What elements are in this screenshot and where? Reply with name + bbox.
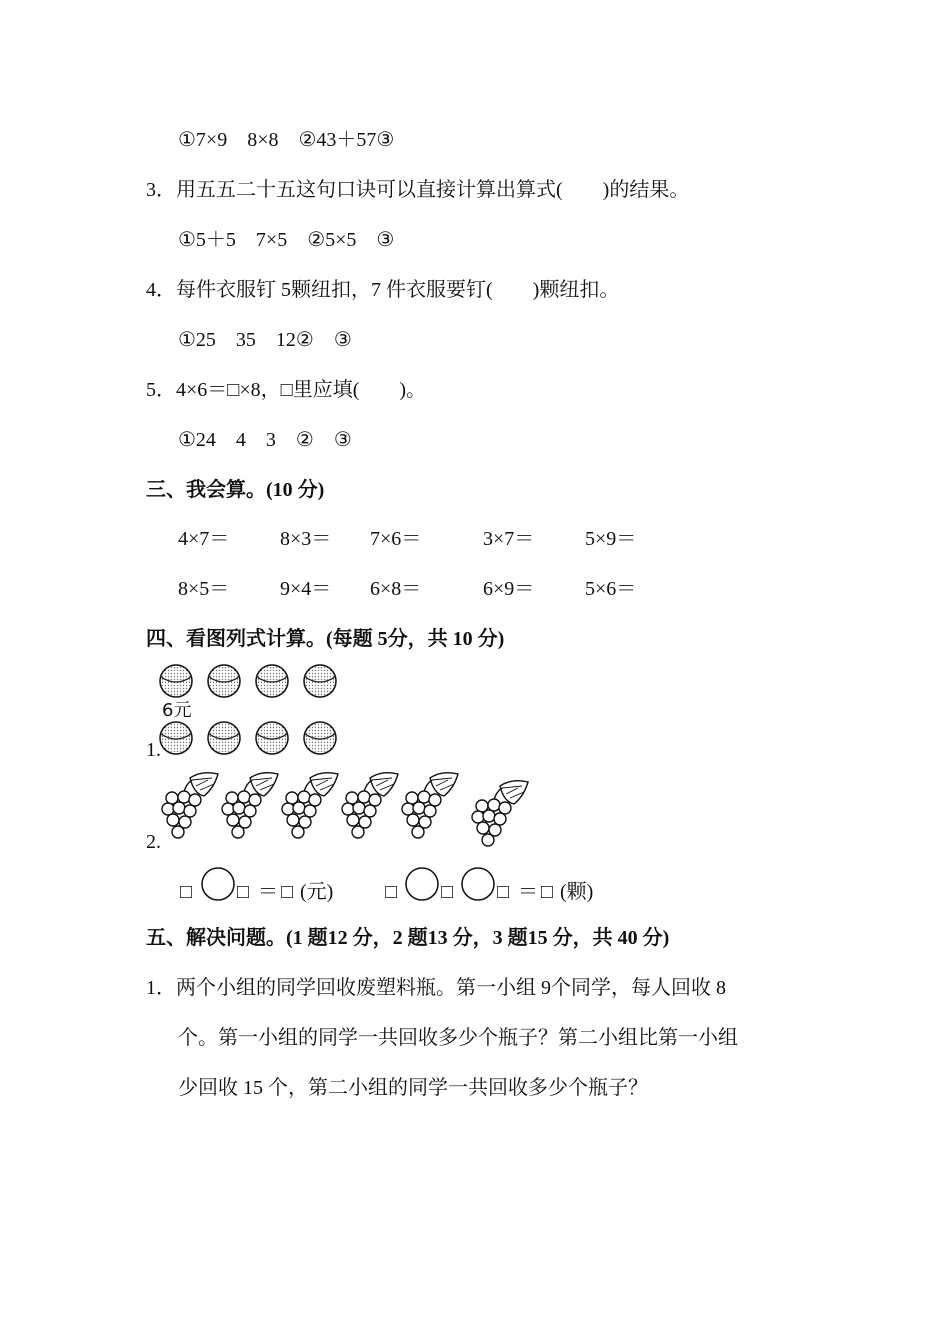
answer-box[interactable]: □ [441, 881, 454, 903]
item-2-label: 2. [146, 831, 161, 853]
grape-row [158, 768, 538, 843]
operator-circle[interactable] [200, 866, 236, 902]
calc-item: 6×8＝ [370, 578, 422, 600]
q4-options: ①25 35 12② ③ [178, 329, 352, 351]
calc-item: 6×9＝ [483, 578, 535, 600]
question-4: 4．每件衣服钉 5颗纽扣，7 件衣服要钉( )颗纽扣。 [146, 279, 620, 301]
problem-1-line-2: 个。第一小组的同学一共回收多少个瓶子？第二小组比第一小组 [178, 1027, 738, 1049]
calc-item: 5×9＝ [585, 528, 637, 550]
section-4-title: 四、看图列式计算。(每题 5分，共 10 分) [146, 628, 505, 650]
answer-box[interactable]: □ [281, 881, 294, 903]
grape-icon [222, 773, 278, 838]
operator-circle[interactable] [460, 866, 496, 902]
section-5-title: 五、解决问题。(1 题12 分，2 题13 分，3 题15 分，共 40 分) [146, 927, 670, 949]
ball-icon [208, 722, 240, 754]
item-1-label: 1. [146, 739, 161, 761]
calc-item: 8×3＝ [280, 528, 332, 550]
section-3-title: 三、我会算。(10 分) [146, 479, 325, 501]
grape-icon [282, 773, 338, 838]
problem-1-line-3: 少回收 15 个，第二小组的同学一共回收多少个瓶子？ [178, 1077, 648, 1099]
ball-icon [208, 665, 240, 697]
ball-icon [256, 722, 288, 754]
calc-item: 8×5＝ [178, 578, 230, 600]
ball-icon [256, 665, 288, 697]
question-3: 3．用五五二十五这句口诀可以直接计算出算式( )的结果。 [146, 179, 690, 201]
grape-icon [342, 773, 398, 838]
ball-icon [160, 665, 192, 697]
calc-item: 3×7＝ [483, 528, 535, 550]
answer-box[interactable]: □ [541, 881, 554, 903]
ball-icon [160, 722, 192, 754]
operator-circle[interactable] [404, 866, 440, 902]
equals-sign: ＝ [258, 881, 278, 903]
grape-icon [402, 773, 458, 838]
ball-icon [304, 722, 336, 754]
grape-icon [162, 773, 218, 838]
ball-row-top [158, 663, 358, 703]
unit-label: (元) [300, 881, 334, 903]
unit-label: (颗) [560, 881, 594, 903]
q5-options: ①24 4 3 ② ③ [178, 429, 352, 451]
answer-box[interactable]: □ [497, 881, 510, 903]
q2-options: ①7×9 8×8 ②43＋57③ [178, 129, 395, 151]
grape-icon [472, 781, 528, 846]
ball-row-bottom [158, 720, 358, 760]
answer-box[interactable]: □ [385, 881, 398, 903]
ball-icon [304, 665, 336, 697]
problem-1-line-1: 1．两个小组的同学回收废塑料瓶。第一小组 9个同学，每人回收 8 [146, 977, 726, 999]
q3-options: ①5＋5 7×5 ②5×5 ③ [178, 229, 395, 251]
price-label: 6元 [162, 700, 192, 721]
answer-box[interactable]: □ [180, 881, 193, 903]
calc-item: 5×6＝ [585, 578, 637, 600]
question-5: 5．4×6＝□×8，□里应填( )。 [146, 379, 427, 401]
answer-box[interactable]: □ [237, 881, 250, 903]
equals-sign: ＝ [518, 881, 538, 903]
calc-item: 7×6＝ [370, 528, 422, 550]
calc-item: 4×7＝ [178, 528, 230, 550]
calc-item: 9×4＝ [280, 578, 332, 600]
